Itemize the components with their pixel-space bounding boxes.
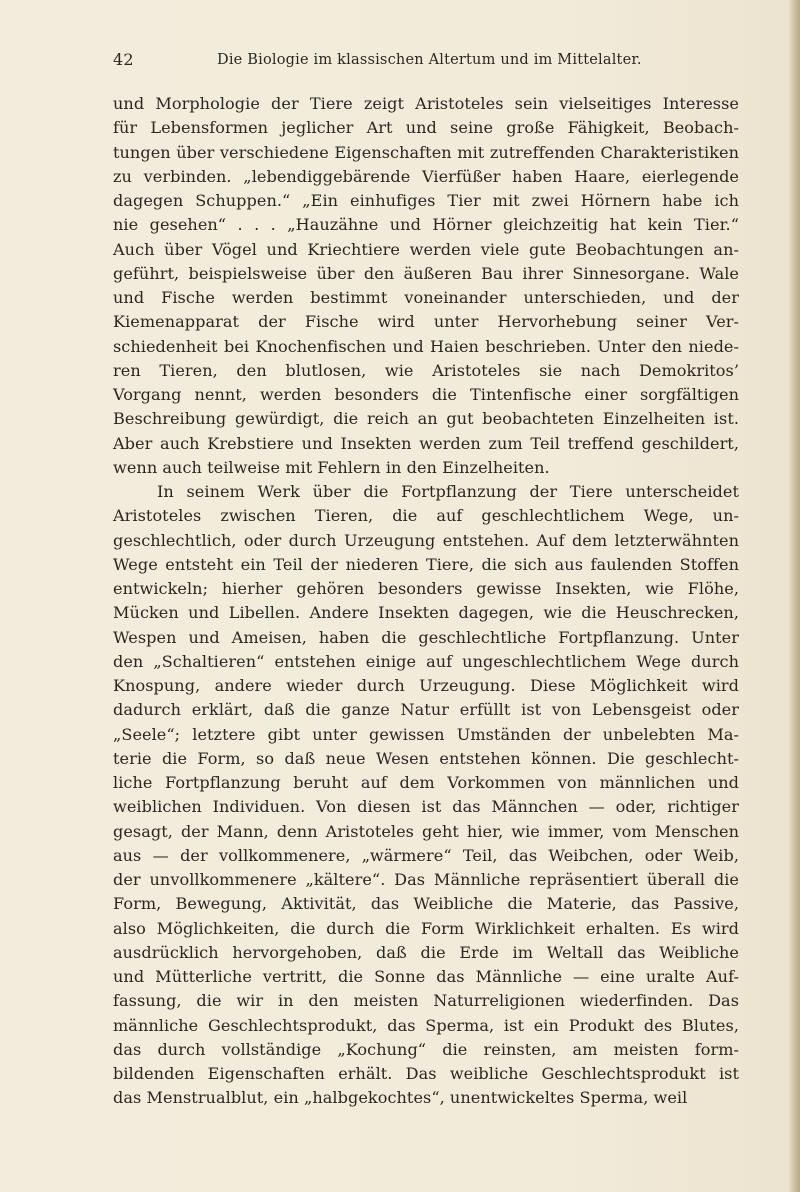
- text-line: weiblichen Individuen. Von diesen ist das Männchen — oder, richtiger: [113, 797, 739, 817]
- text-line: und Morphologie der Tiere zeigt Aristoteles sein vielseitiges Interesse: [113, 94, 739, 113]
- text-line: Mücken und Libellen. Andere Insekten dagegen, wie die Heuschrecken,: [113, 603, 739, 623]
- text-line: also Möglichkeiten, die durch die Form Wirklichkeit erhalten. Es wird: [113, 918, 739, 938]
- text-line: nie gesehen“ . . . „Hauzähne und Hörner gleichzeitig hat kein Tier.“: [113, 215, 739, 235]
- text-line: Knospung, andere wieder durch Urzeugung. Diese Möglichkeit wird: [113, 676, 739, 695]
- text-line: Vorgang nennt, werden besonders die Tintenfische einer sorgfältigen: [113, 385, 739, 404]
- text-line: Wespen und Ameisen, haben die geschlechtliche Fortpflanzung. Unter: [113, 627, 739, 647]
- text-line: geschlechtlich, oder durch Urzeugung entstehen. Auf dem letzterwähnten: [113, 530, 739, 550]
- text-line: liche Fortpflanzung beruht auf dem Vorkommen von männlichen und: [113, 773, 739, 792]
- text-line: und Fische werden bestimmt voneinander unterschieden, und der: [113, 288, 739, 307]
- running-title: Die Biologie im klassischen Altertum und im Mittelalter.: [217, 52, 642, 68]
- text-line: Auch über Vögel und Kriechtiere werden viele gute Beobachtungen an-: [113, 239, 739, 259]
- text-line: Kiemenapparat der Fische wird unter Hervorhebung seiner Ver-: [113, 312, 739, 332]
- text-line: wenn auch teilweise mit Fehlern in den Einzelheiten.: [113, 457, 550, 477]
- text-line: geführt, beispielsweise über den äußeren Bau ihrer Sinnesorgane. Wale: [113, 263, 739, 283]
- text-line: dagegen Schuppen.“ „Ein einhufiges Tier mit zwei Hörnern habe ich: [113, 191, 739, 210]
- text-line: Form, Bewegung, Aktivität, das Weibliche die Materie, das Passive,: [113, 894, 739, 914]
- text-line: Aristoteles zwischen Tieren, die auf geschlechtlichem Wege, un-: [113, 506, 739, 526]
- body-text: [113, 92, 739, 1111]
- text-line: bildenden Eigenschaften erhält. Das weibliche Geschlechtsprodukt ist: [113, 1064, 739, 1083]
- text-line: ausdrücklich hervorgehoben, daß die Erde im Weltall das Weibliche: [113, 942, 739, 962]
- text-line: entwickeln; hierher gehören besonders gewisse Insekten, wie Flöhe,: [113, 579, 739, 598]
- text-line: „Seele“; letztere gibt unter gewissen Umständen der unbelebten Ma-: [113, 724, 739, 744]
- text-line: aus — der vollkommenere, „wärmere“ Teil, das Weibchen, oder Weib,: [113, 845, 739, 865]
- text-line: Wege entsteht ein Teil der niederen Tiere, die sich aus faulenden Stoffen: [113, 554, 739, 574]
- text-line: ren Tieren, den blutlosen, wie Aristoteles sie nach Demokritos’: [113, 360, 739, 380]
- text-line: zu verbinden. „lebendiggebärende Vierfüßer haben Haare, eierlegende: [113, 166, 739, 186]
- text-line: und Mütterliche vertritt, die Sonne das Männliche — eine uralte Auf-: [113, 967, 739, 986]
- text-line: gesagt, der Mann, denn Aristoteles geht hier, wie immer, vom Menschen: [113, 821, 739, 841]
- text-line: männliche Geschlechtsprodukt, das Sperma, ist ein Produkt des Blutes,: [113, 1015, 739, 1035]
- text-line: tungen über verschiedene Eigenschaften mit zutreffenden Charakteristiken: [113, 142, 739, 162]
- page-edge-shadow: [788, 0, 800, 1192]
- page-number: 42: [113, 50, 134, 69]
- text-line: Aber auch Krebstiere und Insekten werden zum Teil treffend geschildert,: [113, 433, 739, 453]
- text-line: das Menstrualblut, ein „halbgekochtes“, unentwickeltes Sperma, weil: [113, 1088, 688, 1108]
- text-line: dadurch erklärt, daß die ganze Natur erfüllt ist von Lebensgeist oder: [113, 700, 739, 720]
- text-line: schiedenheit bei Knochenfischen und Haien beschrieben. Unter den niede-: [113, 336, 739, 356]
- text-line: In seinem Werk über die Fortpflanzung der Tiere unterscheidet: [157, 482, 739, 501]
- text-line: fassung, die wir in den meisten Naturreligionen wiederfinden. Das: [113, 991, 739, 1011]
- text-line: terie die Form, so daß neue Wesen entstehen können. Die geschlecht-: [113, 748, 739, 768]
- text-line: das durch vollständige „Kochung“ die reinsten, am meisten form-: [113, 1039, 739, 1059]
- text-line: den „Schaltieren“ entstehen einige auf ungeschlechtlichem Wege durch: [113, 651, 739, 671]
- text-line: der unvollkommenere „kältere“. Das Männliche repräsentiert überall die: [113, 870, 739, 889]
- text-line: für Lebensformen jeglicher Art und seine große Fähigkeit, Beobach-: [113, 118, 739, 138]
- page-header: [113, 50, 683, 74]
- text-line: Beschreibung gewürdigt, die reich an gut beobachteten Einzelheiten ist.: [113, 409, 739, 429]
